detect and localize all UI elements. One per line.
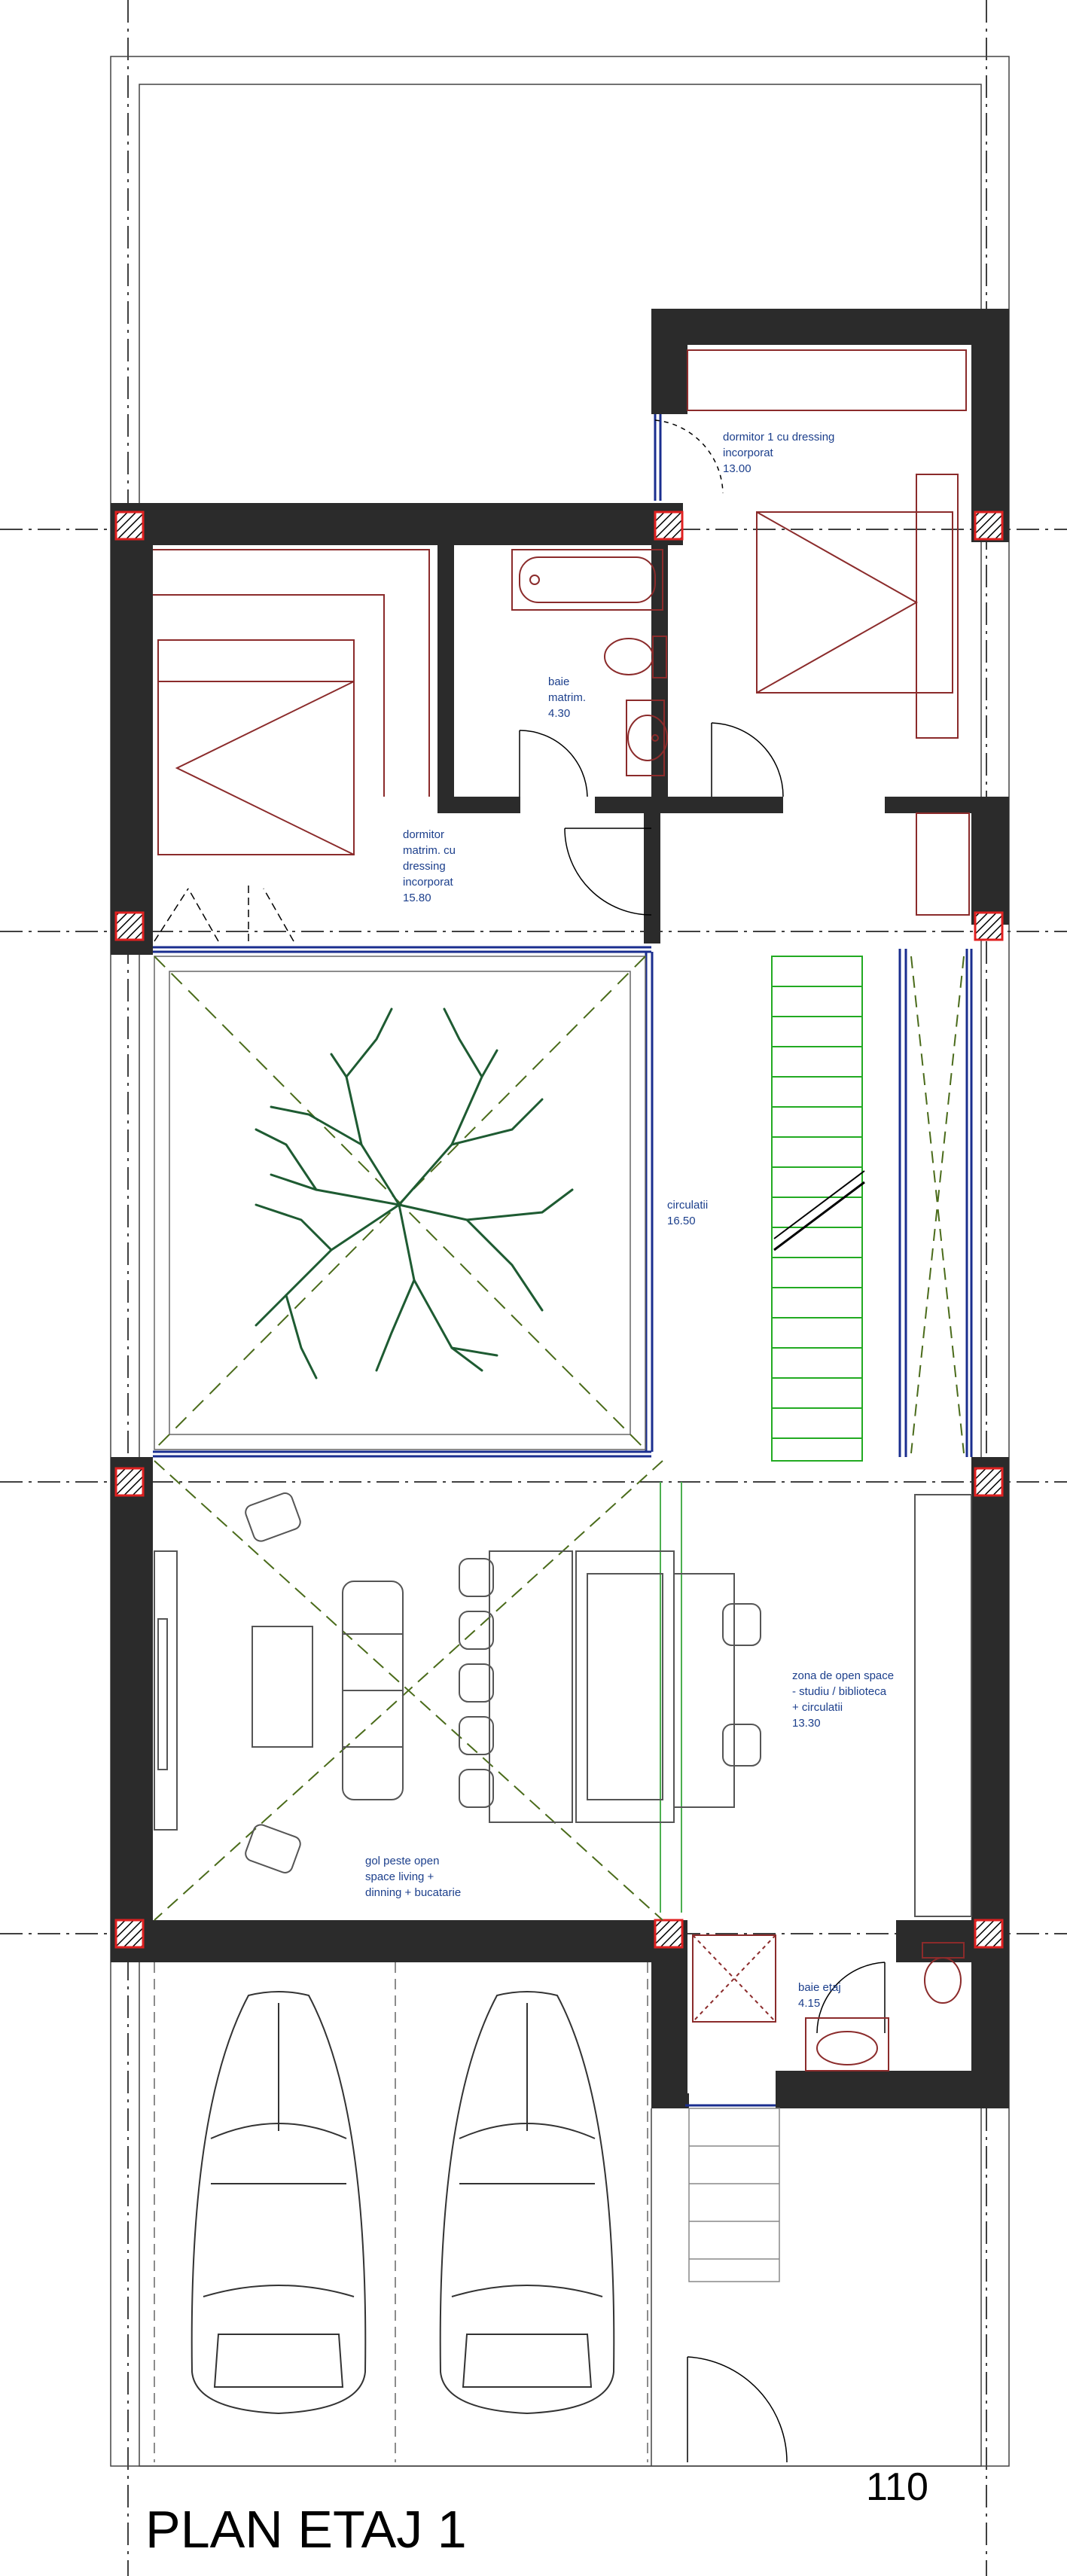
sofa-icon xyxy=(154,1495,971,1916)
door-swing-icon xyxy=(154,420,885,2462)
room-label-master-bedroom: dormitor matrim. cu dressing incorporat 15.80 xyxy=(403,828,456,904)
bathtub-icon xyxy=(512,550,663,610)
room-label-master-bath: baie matrim. 4.30 xyxy=(548,675,586,720)
page-number: 110 xyxy=(866,2465,928,2509)
void-hatch xyxy=(660,956,964,1913)
room-label-bedroom1: dormitor 1 cu dressing incorporat 13.00 xyxy=(723,431,835,475)
car-icon xyxy=(192,1992,366,2413)
drawing-title: PLAN ETAJ 1 xyxy=(145,2500,467,2559)
room-label-void-living: gol peste open space living + dinning + bucatarie xyxy=(365,1855,462,1899)
chair-icon xyxy=(243,1491,761,1875)
car-icon xyxy=(441,1992,614,2413)
stairs-icon xyxy=(772,956,864,1461)
entry-steps xyxy=(689,2108,779,2282)
room-label-circulation: circulatii 16.50 xyxy=(667,1199,709,1227)
room-label-floor-bath: baie etaj 4.15 xyxy=(798,1981,841,2010)
tree-icon xyxy=(256,1009,572,1378)
column-icon xyxy=(116,512,1002,1947)
room-label-open-space: zona de open space - studiu / biblioteca + circulatii 13.30 xyxy=(792,1669,895,1730)
floor-bath-fixtures xyxy=(693,1935,964,2071)
windows xyxy=(153,414,971,2105)
void-living-hatch xyxy=(154,1461,663,1920)
bed-icon xyxy=(153,550,429,855)
